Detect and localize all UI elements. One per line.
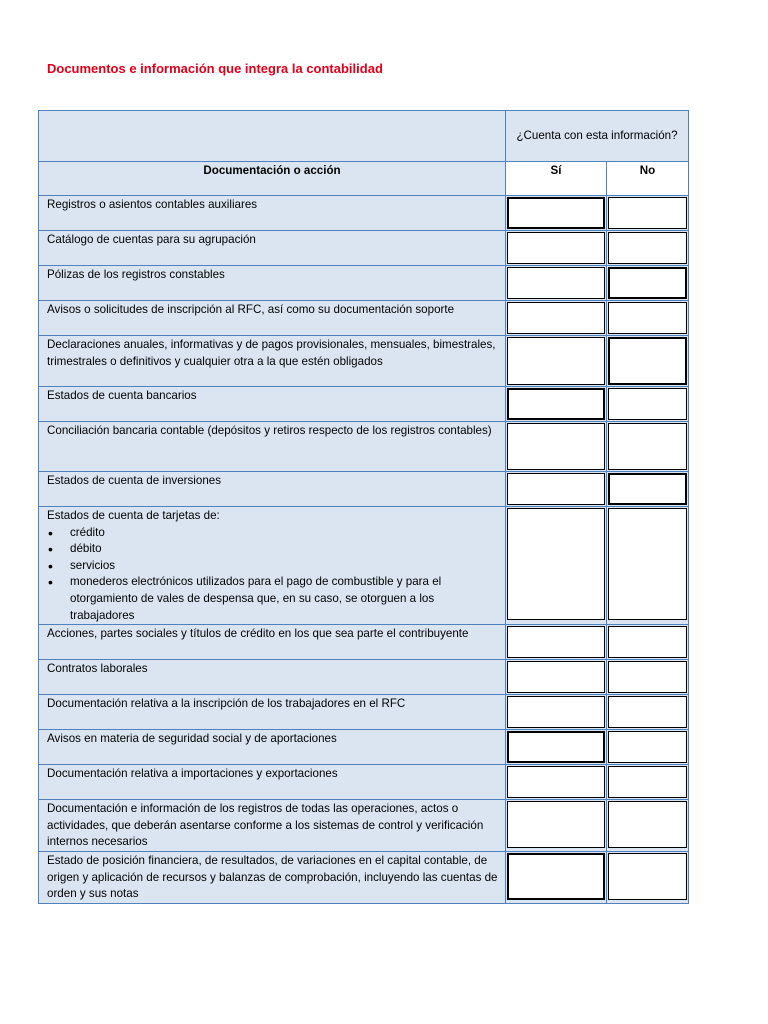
row-description: Documentación e información de los registros de todas las operaciones, actos o actividades, que deberán asentarse conforme a los sistemas de control y verificación internos necesarios [39, 800, 506, 852]
no-checkbox[interactable] [608, 508, 687, 620]
row-description: Estado de posición financiera, de resultados, de variaciones en el capital contable, de origen y aplicación de recursos y balanzas de comprobación, incluyendo las cuentas de orden y sus notas [39, 851, 506, 903]
yes-checkbox[interactable] [507, 302, 605, 334]
row-description: Estados de cuenta de inversiones [39, 472, 506, 507]
no-checkbox[interactable] [608, 661, 687, 693]
yes-checkbox[interactable] [507, 337, 605, 385]
checklist-table [38, 110, 689, 904]
question-header: ¿Cuenta con esta información? [506, 111, 689, 162]
yes-checkbox[interactable] [507, 508, 605, 620]
table-row [39, 507, 689, 625]
no-checkbox[interactable] [608, 853, 687, 900]
header-row-columns [39, 162, 689, 196]
row-description: Documentación relativa a importaciones y exportaciones [39, 765, 506, 800]
table-row [39, 472, 689, 507]
row-description: Estados de cuenta bancarios [39, 387, 506, 422]
no-checkbox[interactable] [608, 423, 687, 470]
no-checkbox[interactable] [608, 473, 687, 505]
row-description [39, 507, 506, 625]
row-description: Registros o asientos contables auxiliares [39, 196, 506, 231]
yes-checkbox[interactable] [507, 267, 605, 299]
table-row [39, 660, 689, 695]
no-checkbox[interactable] [608, 626, 687, 658]
row-text: Estados de cuenta de tarjetas de: [47, 509, 220, 522]
no-checkbox[interactable] [608, 388, 687, 420]
yes-checkbox[interactable] [507, 696, 605, 728]
yes-checkbox[interactable] [507, 766, 605, 798]
list-item: • débito [47, 541, 499, 558]
yes-checkbox[interactable] [507, 853, 605, 900]
yes-checkbox[interactable] [507, 801, 605, 848]
no-checkbox[interactable] [608, 232, 687, 264]
table-row [39, 765, 689, 800]
row-description: Acciones, partes sociales y títulos de crédito en los que sea parte el contribuyente [39, 625, 506, 660]
table-row [39, 851, 689, 903]
table-row [39, 422, 689, 472]
list-item: • crédito [47, 525, 499, 542]
row-description: Catálogo de cuentas para su agrupación [39, 231, 506, 266]
no-checkbox[interactable] [608, 197, 687, 229]
table-row [39, 800, 689, 852]
row-description: Avisos en materia de seguridad social y de aportaciones [39, 730, 506, 765]
table-row [39, 336, 689, 387]
list-item: • monederos electrónicos utilizados para el pago de combustible y para el otorgamiento de vales de despensa que, en su caso, se otorguen a los trabajadores [47, 574, 499, 624]
row-description: Conciliación bancaria contable (depósitos y retiros respecto de los registros contables) [39, 422, 506, 472]
row-description: Pólizas de los registros constables [39, 266, 506, 301]
bullet-list [47, 525, 499, 625]
no-checkbox[interactable] [608, 731, 687, 763]
yes-checkbox[interactable] [507, 197, 605, 229]
yes-checkbox[interactable] [507, 388, 605, 420]
header-blank-cell [39, 111, 506, 162]
row-description: Contratos laborales [39, 660, 506, 695]
no-column-header: No [607, 162, 689, 196]
list-item: • servicios [47, 558, 499, 575]
yes-checkbox[interactable] [507, 731, 605, 763]
document-title: Documentos e información que integra la contabilidad [47, 61, 383, 76]
table-row [39, 695, 689, 730]
no-checkbox[interactable] [608, 337, 687, 385]
table-row [39, 625, 689, 660]
no-checkbox[interactable] [608, 267, 687, 299]
yes-checkbox[interactable] [507, 473, 605, 505]
row-description: Declaraciones anuales, informativas y de pagos provisionales, mensuales, bimestrales, trimestrales o definitivos y cualquier otra a la que estén obligados [39, 336, 506, 387]
table-row [39, 196, 689, 231]
yes-checkbox[interactable] [507, 423, 605, 470]
yes-checkbox[interactable] [507, 661, 605, 693]
table-row [39, 730, 689, 765]
no-checkbox[interactable] [608, 696, 687, 728]
header-row-question [39, 111, 689, 162]
yes-checkbox[interactable] [507, 232, 605, 264]
doc-column-header: Documentación o acción [39, 162, 506, 196]
no-checkbox[interactable] [608, 766, 687, 798]
yes-checkbox[interactable] [507, 626, 605, 658]
yes-column-header: Sí [506, 162, 607, 196]
no-checkbox[interactable] [608, 302, 687, 334]
table-row [39, 266, 689, 301]
table-row [39, 231, 689, 266]
row-description: Documentación relativa a la inscripción de los trabajadores en el RFC [39, 695, 506, 730]
table-row [39, 301, 689, 336]
row-description: Avisos o solicitudes de inscripción al RFC, así como su documentación soporte [39, 301, 506, 336]
no-checkbox[interactable] [608, 801, 687, 848]
table-row [39, 387, 689, 422]
